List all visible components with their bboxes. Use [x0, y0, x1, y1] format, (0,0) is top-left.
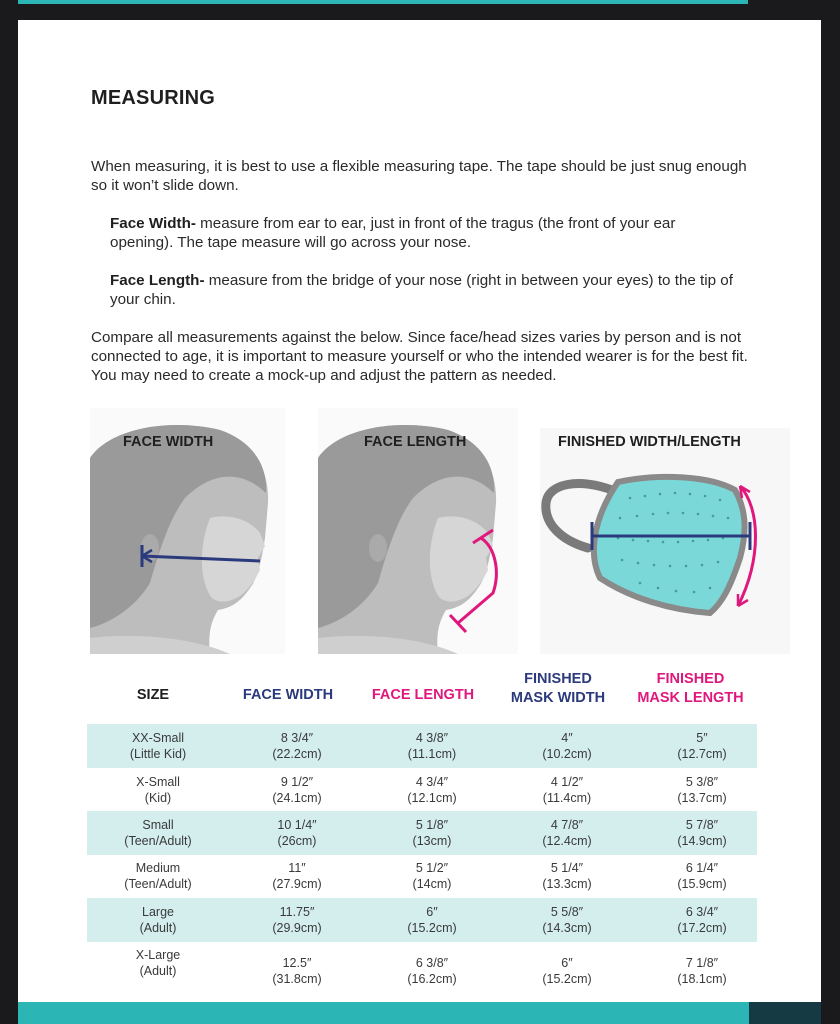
- cell-line: 4 7/8″: [550, 818, 584, 832]
- cell-line: (18.1cm): [677, 972, 727, 986]
- header-mask-width: [493, 670, 623, 708]
- cell-line: 6 1/4″: [685, 861, 719, 875]
- cell-line: (15.2cm): [407, 921, 457, 935]
- cell-line: (17.2cm): [677, 921, 727, 935]
- cell-line: Small: [142, 818, 174, 832]
- table-cell-mw: [507, 730, 627, 762]
- bottom-bar: [18, 1002, 821, 1024]
- cell-line: (14cm): [412, 877, 452, 891]
- cell-line: (12.7cm): [677, 747, 727, 761]
- table-cell-fl: [372, 955, 492, 987]
- face-length-label: FACE LENGTH: [364, 434, 467, 450]
- face-width-term: Face Width-: [110, 215, 196, 232]
- cell-line: (11.1cm): [407, 747, 457, 761]
- cell-line: (13cm): [412, 834, 452, 848]
- cell-line: 10 1/4″: [277, 818, 317, 832]
- table-cell-fw: [237, 904, 357, 936]
- cell-line: (31.8cm): [272, 972, 322, 986]
- face-width-label: FACE WIDTH: [123, 434, 214, 450]
- cell-line: 11.75″: [279, 905, 315, 919]
- cell-line: (Teen/Adult): [124, 877, 192, 891]
- cell-line: 5 1/4″: [550, 861, 584, 875]
- cell-line: Large: [142, 905, 174, 919]
- cell-line: (Teen/Adult): [124, 834, 192, 848]
- header-mask-length: [623, 670, 758, 708]
- table-cell-ml: [642, 904, 762, 936]
- cell-line: (13.7cm): [677, 791, 727, 805]
- table-cell-fw: [237, 730, 357, 762]
- table-cell-size: [98, 730, 218, 762]
- table-cell-size: [98, 904, 218, 936]
- cell-line: (Little Kid): [129, 747, 187, 761]
- bottom-accent: [749, 1002, 821, 1024]
- table-cell-ml: [642, 774, 762, 806]
- table-cell-ml: [642, 817, 762, 849]
- face-width-instruction: [110, 214, 740, 252]
- face-length-text: measure from the bridge of your nose (right in between your eyes) to the tip of your chin.: [110, 272, 733, 308]
- cell-line: 6 3/8″: [415, 956, 449, 970]
- document-page: [18, 20, 821, 1024]
- cell-line: 8 3/4″: [280, 731, 314, 745]
- cell-line: X-Small: [136, 775, 180, 789]
- cell-line: 7 1/8″: [685, 956, 719, 970]
- table-row: [87, 768, 757, 812]
- table-cell-size: [98, 947, 218, 979]
- cell-line: 5 1/2″: [415, 861, 449, 875]
- table-row: [87, 941, 757, 997]
- cell-line: (15.9cm): [677, 877, 727, 891]
- header-face-width: FACE WIDTH: [242, 687, 334, 703]
- table-cell-fw: [237, 955, 357, 987]
- cell-line: (16.2cm): [407, 972, 457, 986]
- face-length-term: Face Length-: [110, 272, 205, 289]
- cell-line: (22.2cm): [272, 747, 322, 761]
- header-size: SIZE: [136, 687, 170, 703]
- table-cell-mw: [507, 860, 627, 892]
- table-row: [87, 898, 757, 942]
- cell-line: 11″: [288, 861, 306, 875]
- finished-label: FINISHED WIDTH/LENGTH: [558, 434, 741, 450]
- header-mask-length-line2: MASK LENGTH: [637, 690, 744, 706]
- table-cell-fl: [372, 774, 492, 806]
- cell-line: 4 1/2″: [550, 775, 584, 789]
- cell-line: (14.9cm): [677, 834, 727, 848]
- cell-line: XX-Small: [131, 731, 185, 745]
- cell-line: X-Large: [135, 948, 181, 962]
- cell-line: 12.5″: [282, 956, 312, 970]
- compare-paragraph: Compare all measurements against the below. Since face/head sizes varies by person and is not connected to age, it is important to measure yourself or who the intended wearer is for the best fit. You may need to create a mock-up and adjust the pattern as needed.: [91, 329, 748, 384]
- cell-line: (Kid): [144, 791, 172, 805]
- table-cell-ml: [642, 955, 762, 987]
- cell-line: (Adult): [139, 964, 177, 978]
- cell-line: 6″: [561, 956, 573, 970]
- table-cell-mw: [507, 774, 627, 806]
- face-length-instruction: [110, 271, 740, 309]
- cell-line: 6 3/4″: [685, 905, 719, 919]
- table-cell-ml: [642, 860, 762, 892]
- cell-line: 4″: [561, 731, 573, 745]
- header-face-length: FACE LENGTH: [371, 687, 475, 703]
- face-width-text: measure from ear to ear, just in front of the tragus (the front of your ear opening). The tape measure will go across your nose.: [110, 215, 676, 251]
- finished-mask-figure: [540, 428, 790, 654]
- cell-line: 9 1/2″: [280, 775, 314, 789]
- cell-line: (14.3cm): [542, 921, 592, 935]
- cell-line: Medium: [135, 861, 181, 875]
- cell-line: (26cm): [277, 834, 317, 848]
- cell-line: (12.4cm): [542, 834, 592, 848]
- table-cell-fw: [237, 817, 357, 849]
- cell-line: 5 1/8″: [415, 818, 449, 832]
- cell-line: (27.9cm): [272, 877, 322, 891]
- table-row: [87, 854, 757, 898]
- table-cell-size: [98, 817, 218, 849]
- header-mask-length-line1: FINISHED: [656, 671, 725, 687]
- intro-paragraph: When measuring, it is best to use a flexible measuring tape. The tape should be just snug enough so it won’t slide down.: [91, 158, 747, 194]
- cell-line: 6″: [426, 905, 438, 919]
- cell-line: (24.1cm): [272, 791, 322, 805]
- top-bar: [0, 0, 840, 4]
- header-mask-width-line1: FINISHED: [524, 671, 592, 687]
- table-cell-mw: [507, 955, 627, 987]
- cell-line: 5 3/8″: [685, 775, 719, 789]
- cell-line: (10.2cm): [542, 747, 592, 761]
- table-cell-mw: [507, 904, 627, 936]
- cell-line: 4 3/4″: [415, 775, 449, 789]
- table-cell-size: [98, 860, 218, 892]
- table-cell-size: [98, 774, 218, 806]
- cell-line: (Adult): [139, 921, 177, 935]
- cell-line: (13.3cm): [542, 877, 592, 891]
- table-row: [87, 811, 757, 855]
- table-cell-fw: [237, 860, 357, 892]
- cell-line: (11.4cm): [542, 791, 592, 805]
- cell-line: (12.1cm): [407, 791, 457, 805]
- cell-line: (15.2cm): [542, 972, 592, 986]
- table-cell-fl: [372, 817, 492, 849]
- cell-line: 4 3/8″: [415, 731, 449, 745]
- table-cell-mw: [507, 817, 627, 849]
- table-cell-fl: [372, 904, 492, 936]
- cell-line: 5 7/8″: [685, 818, 719, 832]
- cell-line: 5 5/8″: [550, 905, 584, 919]
- table-cell-fl: [372, 730, 492, 762]
- cell-line: 5″: [696, 731, 708, 745]
- table-cell-fw: [237, 774, 357, 806]
- cell-line: (29.9cm): [272, 921, 322, 935]
- top-accent: [18, 0, 748, 4]
- table-row: [87, 724, 757, 768]
- table-cell-fl: [372, 860, 492, 892]
- header-mask-width-line2: MASK WIDTH: [510, 690, 606, 706]
- page-title: MEASURING: [91, 87, 216, 109]
- table-cell-ml: [642, 730, 762, 762]
